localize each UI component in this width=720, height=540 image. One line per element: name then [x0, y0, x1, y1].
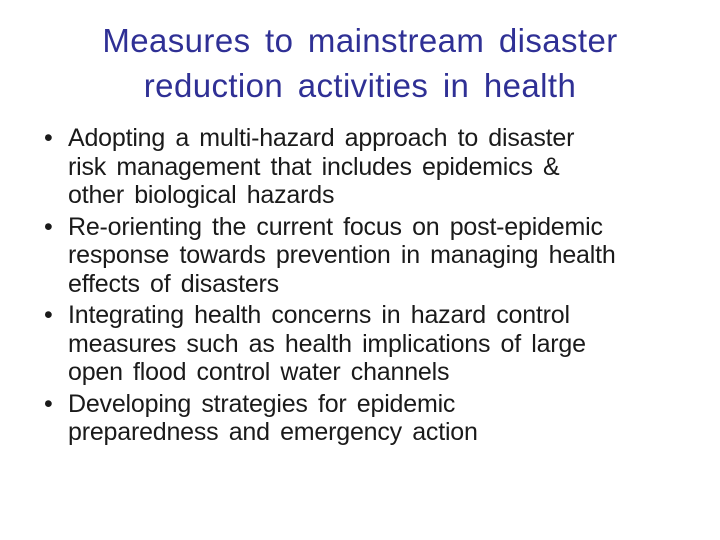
bullet-line: other biological hazards: [68, 181, 335, 209]
bullet-line: Adopting a multi-hazard approach to disaster: [68, 124, 575, 152]
slide-title: [30, 18, 690, 108]
bullet-dot: •: [44, 124, 53, 152]
bullet-line: effects of disasters: [68, 269, 279, 298]
bullet-line: risk management that includes epidemics &: [68, 152, 560, 181]
bullet-line: preparedness and emergency action: [68, 418, 478, 446]
bullet-list: [44, 124, 710, 450]
bullet-text: [68, 213, 710, 299]
bullet-item-4: [44, 390, 710, 447]
bullet-item-3: [44, 301, 710, 387]
bullet-item-2: [44, 213, 710, 299]
bullet-text: [68, 390, 710, 447]
bullet-dot: •: [44, 212, 53, 241]
bullet-dot: •: [44, 389, 53, 418]
bullet-text: [68, 301, 710, 387]
bullet-line: measures such as health implications of large: [68, 329, 586, 358]
bullet-item-1: [44, 124, 710, 210]
bullet-text: [68, 124, 710, 210]
bullet-line: Developing strategies for epidemic: [68, 389, 456, 418]
bullet-dot: •: [44, 301, 53, 329]
bullet-line: Re-orienting the current focus on post-epidemic: [68, 212, 603, 241]
bullet-line: Integrating health concerns in hazard control: [68, 301, 570, 329]
slide-title-line: reduction activities in health: [143, 67, 577, 104]
bullet-line: open flood control water channels: [68, 358, 450, 386]
bullet-line: response towards prevention in managing health: [68, 241, 616, 269]
slide-title-line: Measures to mainstream disaster: [102, 22, 618, 59]
